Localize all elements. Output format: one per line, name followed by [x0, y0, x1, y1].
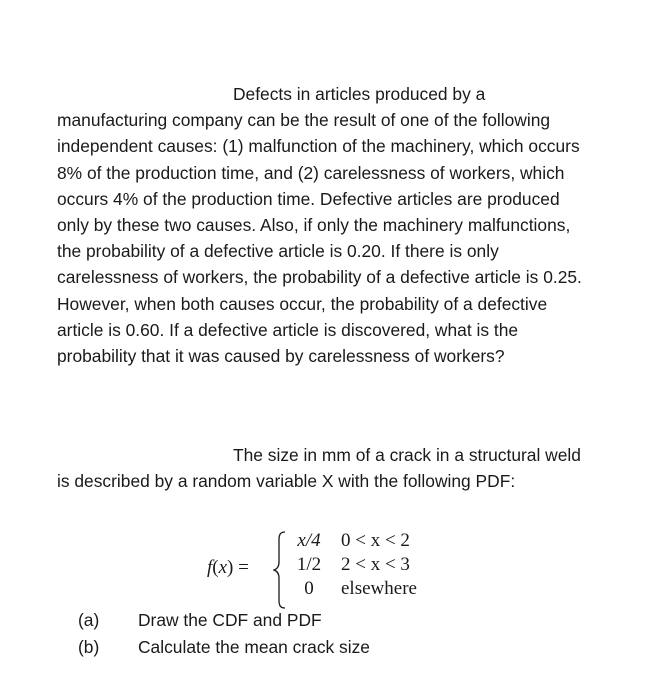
problem-1-body: Defects in articles produced by a manufacturing company can be the result of one of the following independent causes: (1) malfunction of the machinery, which occurs 8% of the production time, and (2) carelessness of workers, which occurs 4% of the production time. Defective articles are produced only by these two causes. Also, if only the machinery malfunctions, the probability of a defective article is 0.20. If there is only carelessness of workers, the probability of a defective article is 0.25. However, when both causes occur, the probability of a defective article is 0.60. If a defective article is discovered, what is the probability that it was caused by carelessness of workers?: [57, 84, 582, 367]
case-value: 0: [304, 578, 314, 599]
case-condition: 0 < x < 2: [341, 530, 410, 551]
problem-2-body: The size in mm of a crack in a structural weld is described by a random variable X with the following PDF:: [57, 445, 581, 492]
case-value: 1/2: [296, 554, 322, 575]
part-label: (a): [78, 610, 100, 630]
case-value: x/4: [297, 530, 321, 551]
case-condition: 2 < x < 3: [341, 554, 410, 575]
case-condition: elsewhere: [341, 578, 417, 599]
problem-2-text: [57, 442, 587, 494]
problem-1-text: [57, 81, 587, 369]
formula-lhs: f(x) =: [207, 557, 249, 578]
left-brace-icon: [273, 530, 287, 610]
formula-variable: x: [218, 557, 228, 578]
part-text: Draw the CDF and PDF: [138, 610, 322, 630]
formula-function-name: f: [207, 557, 213, 578]
part-label: (b): [78, 637, 100, 657]
part-text: Calculate the mean crack size: [138, 637, 370, 657]
